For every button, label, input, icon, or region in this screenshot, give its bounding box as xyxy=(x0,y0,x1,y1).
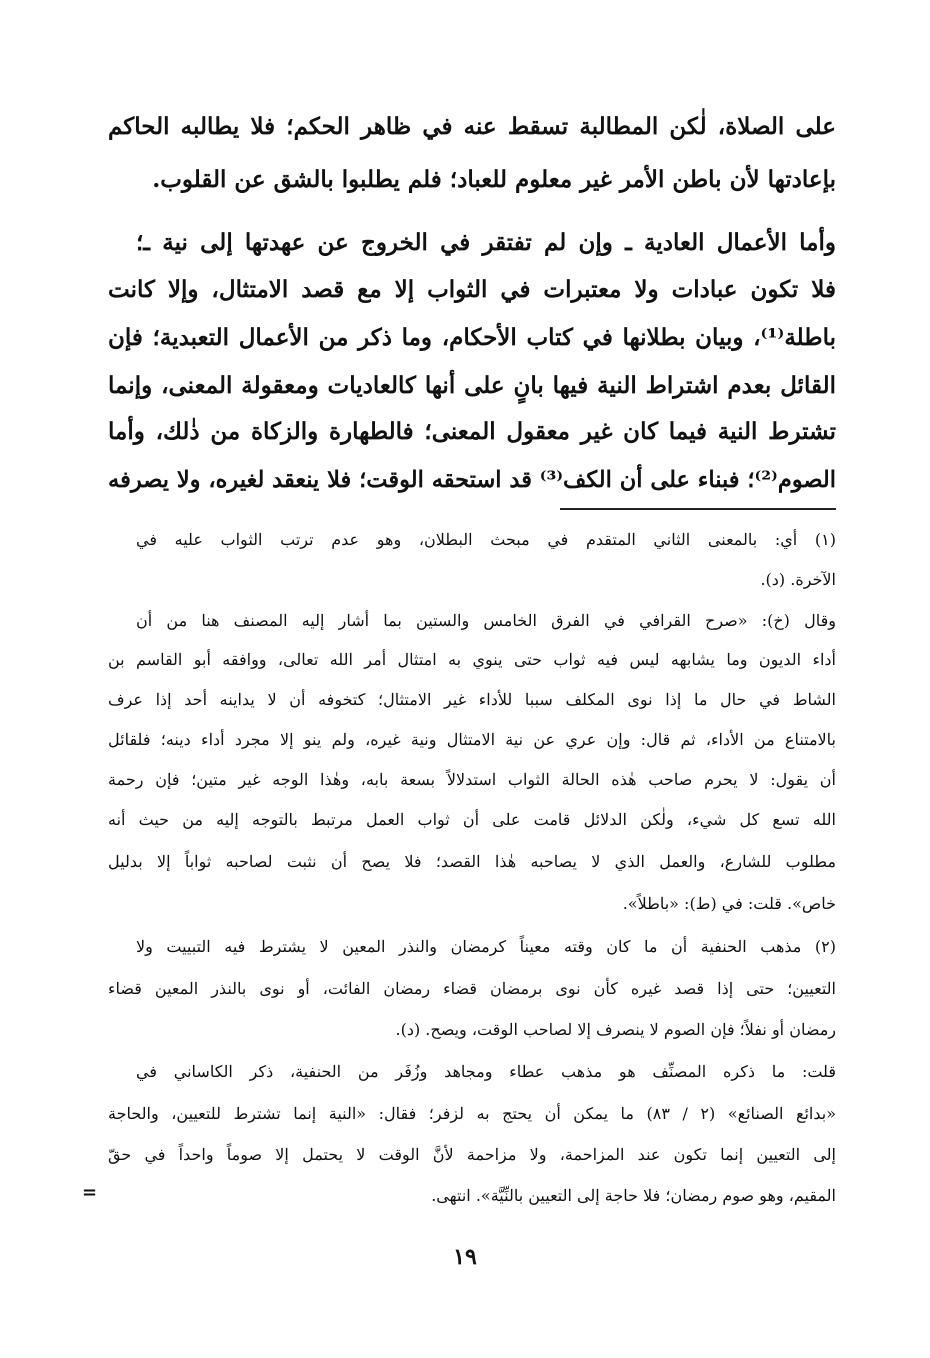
footnote-line: الآخرة. (د). xyxy=(760,570,836,589)
main-line: باطلة⁽¹⁾، وبيان بطلانها في كتاب الأحكام، وما ذكر من الأعمال التعبدية؛ فإن xyxy=(108,324,836,351)
footnote-separator xyxy=(560,508,836,510)
page-number: ١٩ xyxy=(453,1244,477,1270)
footnote-line: الشاط في حال ما إذا نوى المكلف سببا للأداء غير الامتثال؛ كتخوفه أن لا يداينه أحد إذا عرف xyxy=(108,690,836,709)
main-line: تشترط النية فيما كان غير معقول المعنى؛ فالطهارة والزكاة من ذٰلك، وأما xyxy=(108,418,836,445)
main-line: وأما الأعمال العادية ـ وإن لم تفتقر في الخروج عن عهدتها إلى نية ـ؛ xyxy=(136,229,836,256)
main-line: بإعادتها لأن باطن الأمر غير معلوم للعباد؛ فلم يطلبوا بالشق عن القلوب. xyxy=(152,166,836,193)
footnote-line: مطلوب للشارع، والعمل الذي لا يصاحبه هٰذا القصد؛ فلا يصح أن نثبت لصاحبه ثواباً إلا بدليل xyxy=(108,852,836,871)
footnote-line: المقيم، وهو صوم رمضان؛ فلا حاجة إلى التعيين بالنِّيَّة». انتهى. xyxy=(431,1186,836,1205)
footnote-line: «بدائع الصنائع» (٢ / ٨٣) ما يمكن أن يحتج به لزفر؛ فقال: «النية إنما تشترط للتعيين، والحاجة xyxy=(108,1104,837,1123)
footnote-line: رمضان أو نفلاً؛ فإن الصوم لا ينصرف إلا لصاحب الوقت، ويصح. (د). xyxy=(395,1020,836,1039)
footnote-line: التعيين؛ حتى إذا قصد غيره كأن نوى برمضان قضاء رمضان الفائت، أو نوى بالنذر المعين قضاء xyxy=(108,979,837,998)
continuation-mark: = xyxy=(82,1182,98,1203)
footnote-line: (٢) مذهب الحنفية أن ما كان وقته معيناً كرمضان والنذر المعين لا يشترط فيه التبييت ولا xyxy=(136,937,836,956)
footnote-line: أداء الديون وما يشابهه ليس فيه ثواب حتى ينوي به امتثال أمر الله تعالى، ووافقه أبو القاسم بن xyxy=(108,650,836,669)
footnote-line: وقال (خ): «صرح القرافي في الفرق الخامس والستين بما أشار إليه المصنف هنا من أن xyxy=(136,611,836,630)
footnote-line: خاص». قلت: في (ط): «باطلاً». xyxy=(622,894,836,913)
main-line: القائل بعدم اشتراط النية فيها بانٍ على أنها كالعاديات ومعقولة المعنى، وإنما xyxy=(108,372,836,399)
footnote-line: (١) أي: بالمعنى الثاني المتقدم في مبحث البطلان، وهو عدم ترتب الثواب عليه في xyxy=(136,530,836,549)
main-line: على الصلاة، لٰكن المطالبة تسقط عنه في ظاهر الحكم؛ فلا يطالبه الحاكم xyxy=(108,113,836,140)
main-line: فلا تكون عبادات ولا معتبرات في الثواب إلا مع قصد الامتثال، وإلا كانت xyxy=(108,276,836,303)
footnote-line: قلت: ما ذكره المصنِّف هو مذهب عطاء ومجاهد وزُفَر من الحنفية، ذكر الكاساني في xyxy=(136,1062,836,1081)
footnote-line: إلى التعيين إنما تكون عند المزاحمة، ولا مزاحمة لأنَّ الوقت لا يحتمل إلا صوماً واحداً في حقّ xyxy=(108,1145,836,1164)
footnote-line: الله تسع كل شيء، ولٰكن الدلائل قامت على أن ثواب العمل مرتبط بالتوجه إليه من حيث أنه xyxy=(108,810,836,829)
footnote-line: أن يقول: لا يحرم صاحب هٰذه الحالة الثواب استدلالاً بسعة بابه، وهٰذا الوجه غير متين؛ فإن رحمة xyxy=(108,770,836,789)
main-line: الصوم⁽²⁾؛ فبناء على أن الكف⁽³⁾ قد استحقه الوقت؛ فلا ينعقد لغيره، ولا يصرفه xyxy=(108,467,836,493)
footnote-line: بالامتناع من الأداء، ثم قال: وإن عري عن نية الامتثال ونية غيره، ولم ينو إلا مجرد أداء دينه؛ فلقائل xyxy=(108,730,836,749)
